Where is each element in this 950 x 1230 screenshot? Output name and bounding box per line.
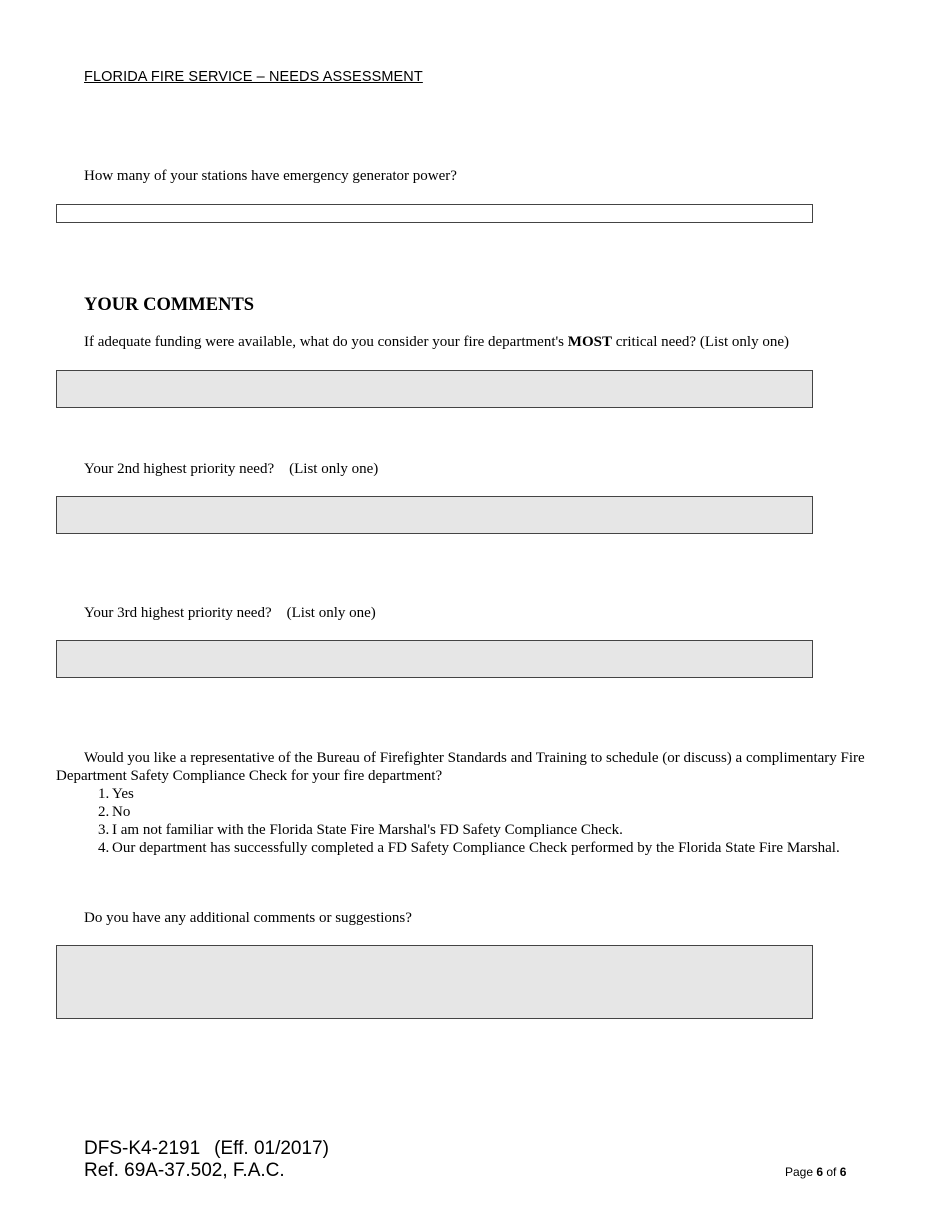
option-number: 1.	[98, 786, 110, 802]
form-title: FLORIDA FIRE SERVICE – NEEDS ASSESSMENT	[84, 69, 423, 85]
comments-heading: YOUR COMMENTS	[84, 295, 255, 315]
safety-check-question	[56, 749, 906, 785]
generator-question: How many of your stations have emergency generator power?	[84, 168, 457, 184]
list-item[interactable]	[56, 803, 840, 821]
most-critical-text-pre: If adequate funding were available, what do you consider your fire department's	[84, 334, 568, 350]
option-text: No	[112, 804, 131, 820]
safety-check-text: Would you like a representative of the Bureau of Firefighter Standards and Training to schedule (or discuss) a complimentary Fire Department Safety Compliance Check for your fire department?	[56, 750, 865, 784]
third-priority-input[interactable]	[56, 640, 813, 678]
additional-comments-input[interactable]	[56, 945, 813, 1019]
page-current: 6	[816, 1165, 824, 1179]
option-text: Yes	[112, 786, 134, 802]
second-priority-input[interactable]	[56, 496, 813, 534]
safety-check-options	[56, 785, 840, 857]
option-number: 2.	[98, 804, 110, 820]
list-item[interactable]	[56, 785, 840, 803]
option-number: 4.	[98, 840, 110, 856]
form-footer	[84, 1138, 329, 1182]
form-effective-date: (Eff. 01/2017)	[214, 1138, 329, 1159]
option-number: 3.	[98, 822, 110, 838]
form-number-line	[84, 1138, 329, 1160]
most-critical-text-post: critical need? (List only one)	[611, 334, 789, 350]
page-of: of	[823, 1165, 840, 1179]
page-label: Page	[785, 1165, 817, 1179]
generator-input[interactable]	[56, 204, 813, 223]
form-number: DFS-K4-2191	[84, 1138, 201, 1159]
third-priority-question: Your 3rd highest priority need? (List only one)	[84, 605, 376, 621]
list-item[interactable]	[56, 821, 840, 839]
most-critical-question	[84, 334, 789, 351]
additional-comments-question: Do you have any additional comments or suggestions?	[84, 910, 412, 926]
second-priority-question: Your 2nd highest priority need? (List only one)	[84, 461, 379, 477]
option-text: Our department has successfully completed a FD Safety Compliance Check performed by the Florida State Fire Marshal.	[112, 840, 840, 856]
form-reference: Ref. 69A-37.502, F.A.C.	[84, 1160, 285, 1181]
page-number	[785, 1165, 846, 1179]
most-critical-input[interactable]	[56, 370, 813, 408]
option-text: I am not familiar with the Florida State Fire Marshal's FD Safety Compliance Check.	[112, 822, 623, 838]
most-critical-emphasis: MOST	[567, 334, 612, 350]
page-total: 6	[839, 1165, 847, 1179]
list-item[interactable]	[56, 839, 840, 857]
